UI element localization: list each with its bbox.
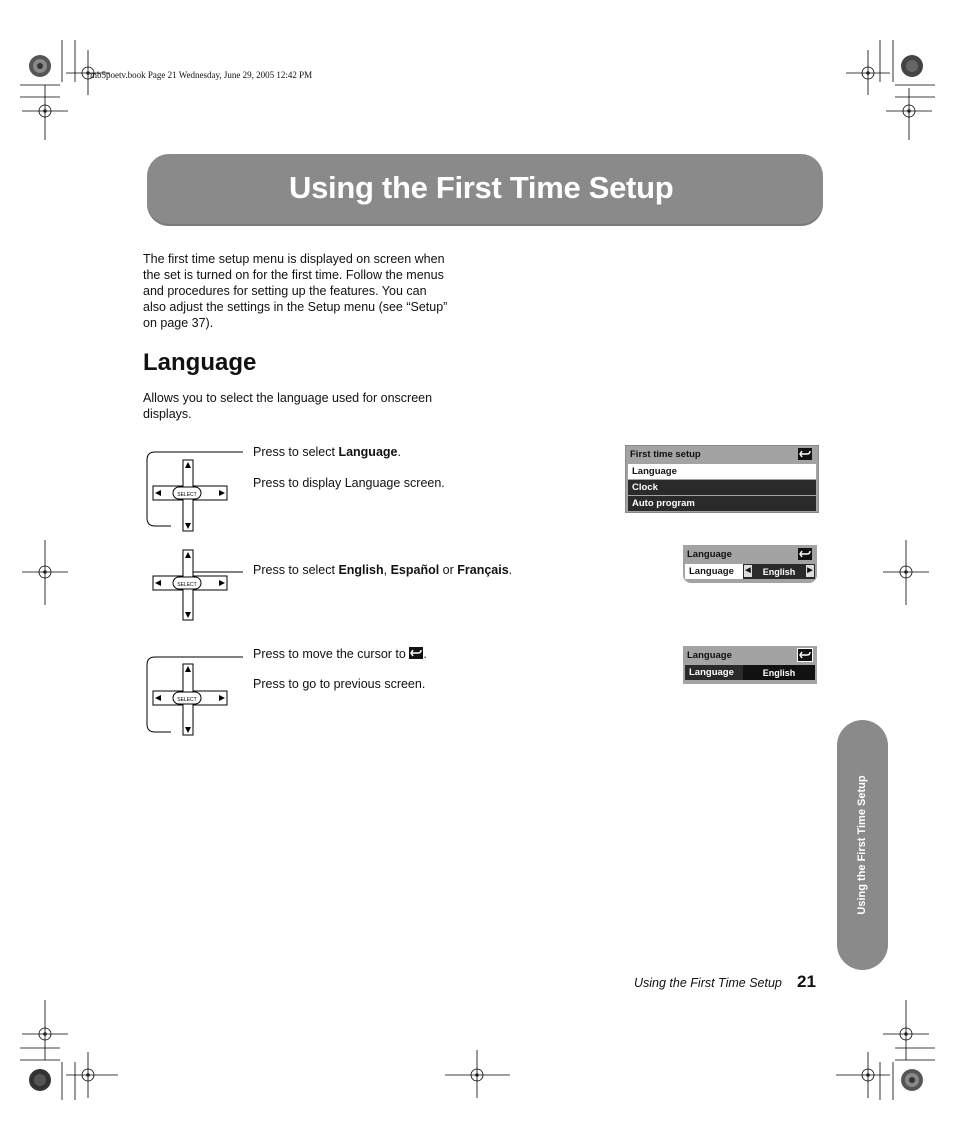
section-title-language: Language (143, 349, 257, 376)
language-value: English (762, 567, 796, 577)
osd-title: First time setup (630, 449, 701, 460)
page-title: Using the First Time Setup (289, 170, 674, 205)
desc-line: Allows you to select the language used for onscreen (143, 391, 433, 405)
osd-language-selector[interactable] (743, 564, 815, 579)
intro-paragraph (143, 251, 473, 331)
intro-line: and procedures for setting up the features. You can (143, 284, 427, 298)
return-icon[interactable] (798, 649, 812, 661)
select-button-label: SELECT (177, 697, 197, 703)
remote-dpad-1 (147, 452, 257, 532)
return-icon (798, 548, 812, 560)
return-icon (409, 647, 423, 659)
page-number: 21 (797, 972, 816, 991)
footer-section-title: Using the First Time Setup (634, 976, 782, 990)
remote-dpad-3 (147, 654, 257, 738)
step-go-previous: Press to go to previous screen. (253, 677, 426, 691)
osd-item-auto-program[interactable]: Auto program (628, 496, 816, 511)
osd-language-cursor (683, 646, 817, 684)
osd-language-label: Language (685, 564, 743, 579)
intro-line: The first time setup menu is displayed on screen when (143, 252, 445, 266)
osd-first-time-setup (625, 445, 819, 513)
osd-item-language[interactable]: Language (628, 464, 816, 479)
osd-language-label: Language (685, 665, 743, 680)
return-icon (798, 448, 812, 460)
osd-title: Language (687, 549, 732, 560)
remote-dpad-2 (147, 548, 257, 628)
desc-line: displays. (143, 407, 192, 421)
step-select-option: Press to select English, Español or Français. (253, 563, 513, 577)
osd-language-select (683, 545, 817, 583)
select-button-label: SELECT (177, 582, 197, 588)
step-select-language: Press to select Language. (253, 445, 401, 459)
print-header: mb5poetv.book Page 21 Wednesday, June 29, 2005 12:42 PM (90, 70, 313, 80)
left-arrow-icon[interactable]: ◀ (744, 565, 752, 577)
language-description (143, 390, 473, 422)
osd-item-clock[interactable]: Clock (628, 480, 816, 495)
right-arrow-icon[interactable]: ▶ (806, 565, 814, 577)
intro-line: also adjust the settings in the Setup menu (see “Setup” (143, 300, 448, 314)
step-display-language: Press to display Language screen. (253, 476, 445, 490)
chapter-side-tab-label: Using the First Time Setup (856, 775, 868, 915)
step-move-cursor: Press to move the cursor to . (253, 647, 427, 661)
intro-line: on page 37). (143, 316, 214, 330)
intro-line: the set is turned on for the first time. Follow the menus (143, 268, 444, 282)
osd-title: Language (687, 650, 732, 661)
select-button-label: SELECT (177, 492, 197, 498)
osd-language-value-box: English (743, 665, 815, 680)
